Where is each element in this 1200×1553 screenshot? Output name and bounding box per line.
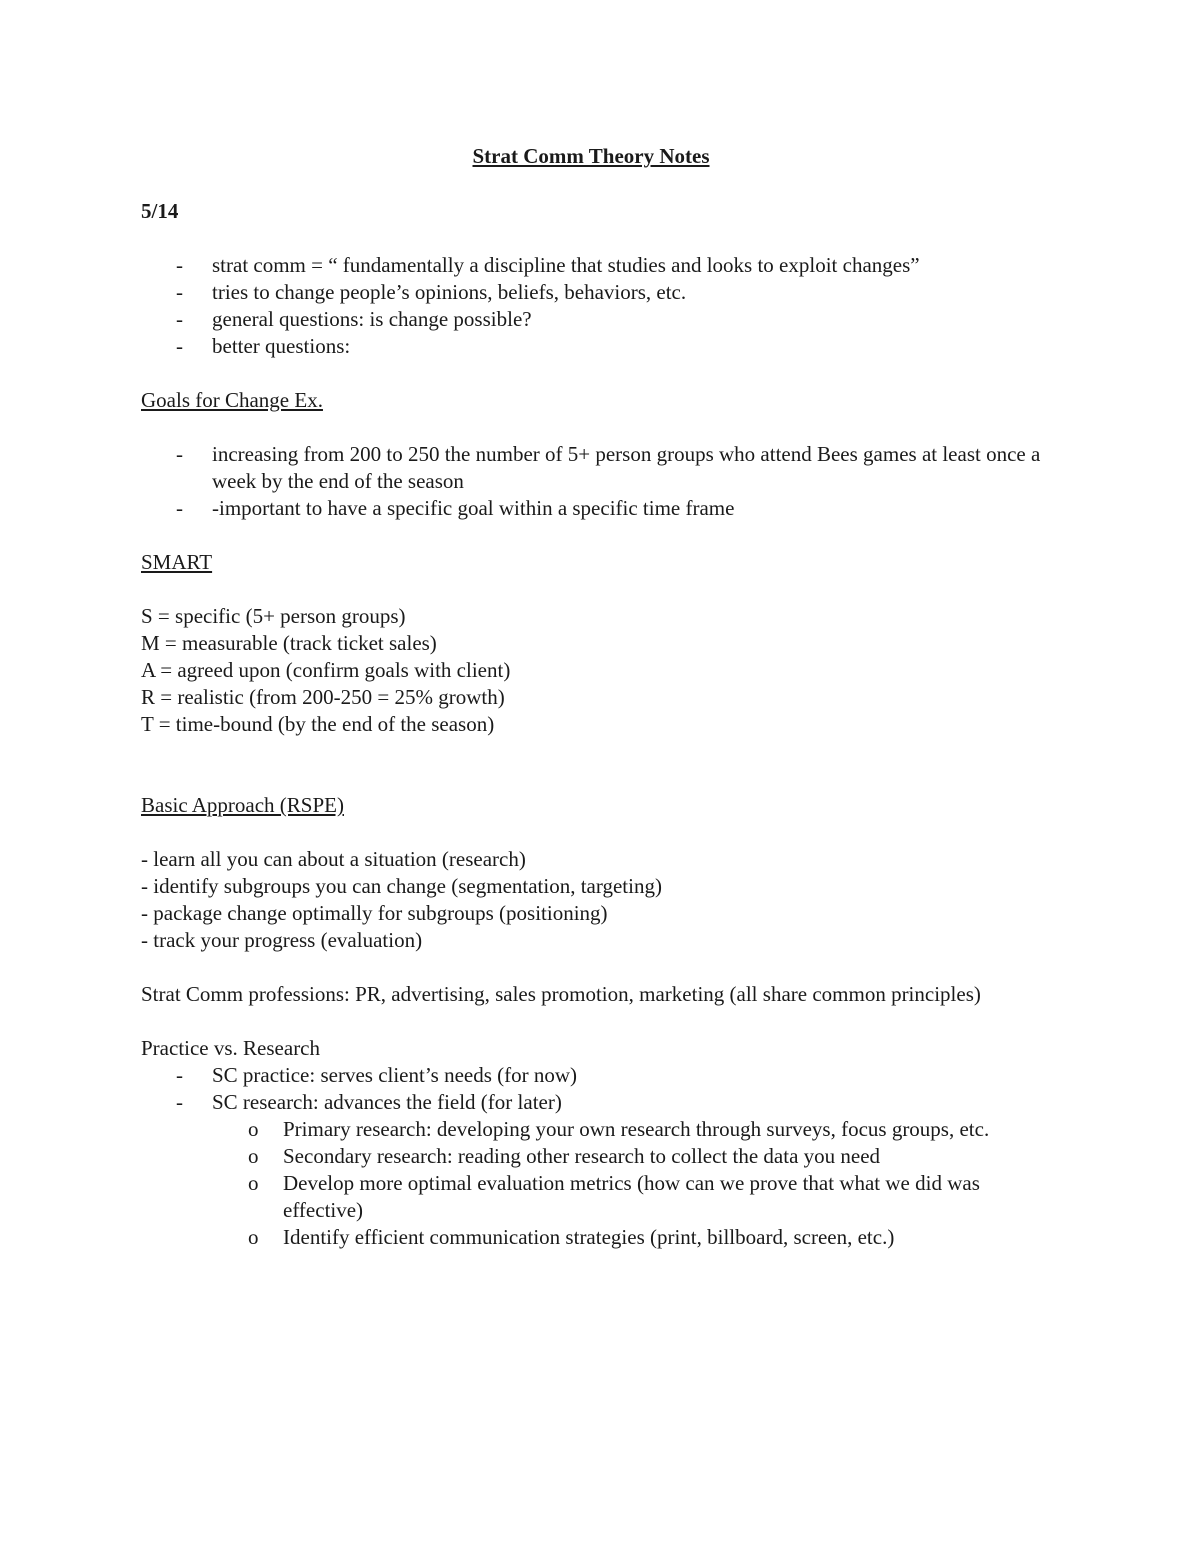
- sub-list-item: o Primary research: developing your own research through surveys, focus groups, etc.: [248, 1117, 990, 1141]
- dash-marker: -: [176, 1063, 183, 1087]
- goals-list: [141, 441, 1041, 522]
- approach-line: - identify subgroups you can change (segmentation, targeting): [141, 874, 662, 898]
- approach-heading: Basic Approach (RSPE): [141, 793, 344, 817]
- smart-line: T = time-bound (by the end of the season): [141, 712, 495, 736]
- list-item: - better questions:: [176, 334, 351, 358]
- list-item: - SC research: advances the field (for later) o Primary research: developing your own research through surveys, focus groups, etc. o Secondary research: reading other research to collect the data you need o Develop more optimal evaluation metrics (how can we prove that what we did was effective) o Identify efficient communication strategies (print, billboard, screen, etc.): [141, 1089, 1041, 1251]
- list-item: - strat comm = “ fundamentally a discipline that studies and looks to exploit changes”: [176, 253, 920, 277]
- research-sub-list: [212, 1116, 1041, 1251]
- document-page: [141, 143, 1041, 1251]
- list-item: - increasing from 200 to 250 the number of 5+ person groups who attend Bees games at least once a week by the end of the season: [176, 442, 1041, 493]
- smart-line: M = measurable (track ticket sales): [141, 631, 437, 655]
- dash-marker: -: [176, 280, 183, 304]
- sub-list-item: o Develop more optimal evaluation metrics (how can we prove that what we did was effective): [248, 1171, 980, 1222]
- dash-marker: -: [176, 496, 183, 520]
- dash-marker: -: [176, 1090, 183, 1114]
- practice-heading: Practice vs. Research: [141, 1036, 321, 1060]
- list-item: - tries to change people’s opinions, beliefs, behaviors, etc.: [176, 280, 687, 304]
- circle-marker: o: [248, 1144, 259, 1168]
- sub-list-item: o Secondary research: reading other research to collect the data you need: [248, 1144, 881, 1168]
- circle-marker: o: [248, 1171, 259, 1195]
- list-item: - -important to have a specific goal within a specific time frame: [176, 496, 735, 520]
- circle-marker: o: [248, 1117, 259, 1141]
- approach-line: - package change optimally for subgroups (positioning): [141, 901, 608, 925]
- document-title: Strat Comm Theory Notes: [472, 144, 710, 168]
- professions-paragraph: Strat Comm professions: PR, advertising, sales promotion, marketing (all share common principles): [141, 982, 981, 1006]
- smart-line: S = specific (5+ person groups): [141, 604, 406, 628]
- dash-marker: -: [176, 442, 183, 466]
- list-item: - SC practice: serves client’s needs (for now): [176, 1063, 578, 1087]
- dash-marker: -: [176, 334, 183, 358]
- list-item: - general questions: is change possible?: [176, 307, 532, 331]
- goals-heading: Goals for Change Ex.: [141, 388, 323, 412]
- sub-list-item: o Identify efficient communication strategies (print, billboard, screen, etc.): [248, 1225, 895, 1249]
- approach-line: - track your progress (evaluation): [141, 928, 423, 952]
- dash-marker: -: [176, 253, 183, 277]
- intro-list: [141, 252, 1041, 360]
- smart-heading: SMART: [141, 550, 213, 574]
- practice-list: [141, 1062, 1041, 1251]
- circle-marker: o: [248, 1225, 259, 1249]
- date-heading: 5/14: [141, 199, 179, 223]
- dash-marker: -: [176, 307, 183, 331]
- smart-line: R = realistic (from 200-250 = 25% growth): [141, 685, 505, 709]
- smart-line: A = agreed upon (confirm goals with client): [141, 658, 511, 682]
- approach-line: - learn all you can about a situation (research): [141, 847, 526, 871]
